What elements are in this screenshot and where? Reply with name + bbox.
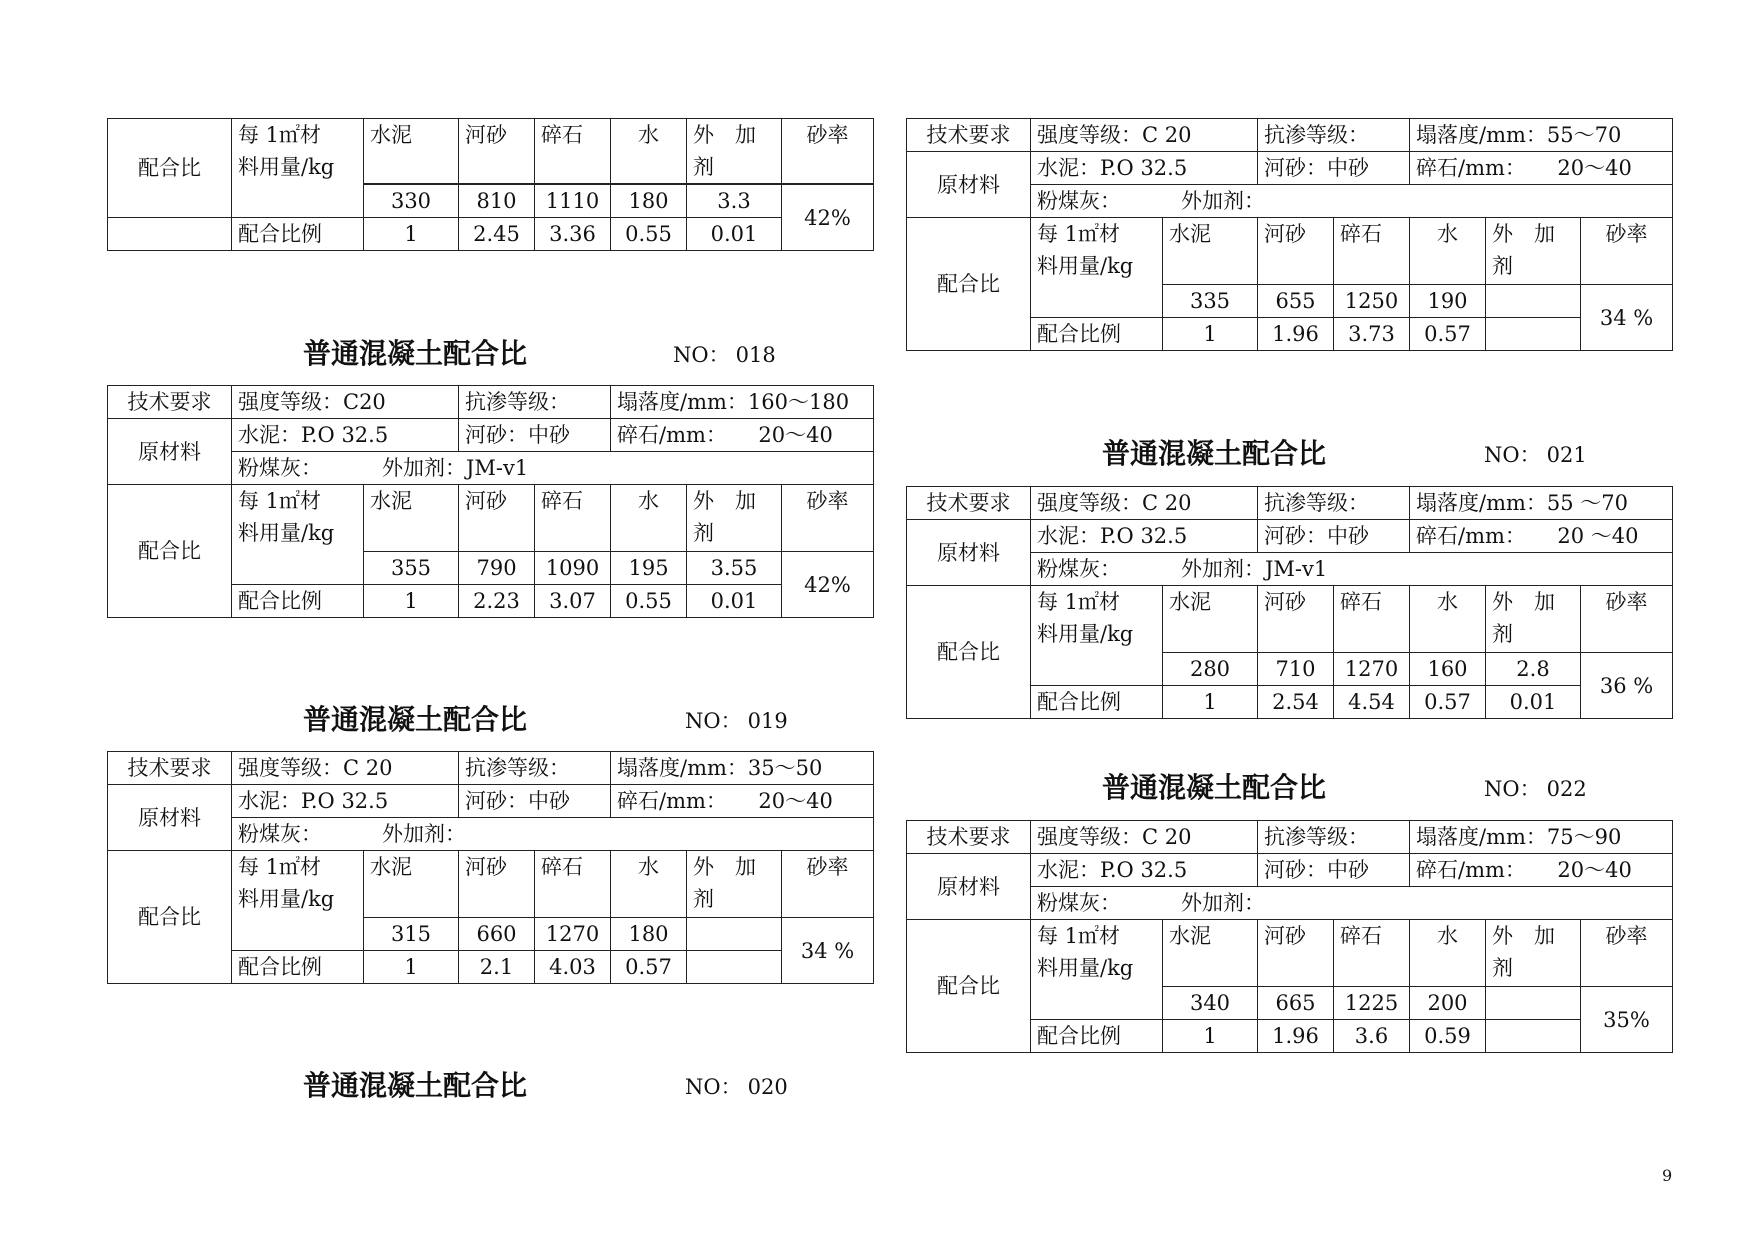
- fly-ash-admixture: 粉煤灰： 外加剂：: [1031, 887, 1673, 920]
- gravel-header: 碎石: [1334, 218, 1410, 285]
- sand-rate-header: 砂率: [782, 119, 874, 184]
- fly-ash-admixture: 粉煤灰： 外加剂：JM-v1: [232, 452, 874, 485]
- material-amount-label: 每 1㎡材 料用量/kg: [1031, 920, 1163, 1020]
- sand-rate-value: 42%: [782, 185, 874, 251]
- strength-grade: 强度等级：C 20: [232, 752, 459, 785]
- card-title-row: [107, 1066, 873, 1106]
- cement-header: 水泥: [364, 119, 459, 184]
- cement-type: 水泥：P.O 32.5: [1031, 854, 1258, 887]
- material-amount-label: 每 1㎡材 料用量/kg: [232, 485, 364, 585]
- tech-label: 技术要求: [108, 752, 232, 785]
- amount-water: 180: [611, 185, 687, 218]
- amount-water: 190: [1410, 285, 1486, 318]
- ratio-cement: 1: [1163, 318, 1258, 351]
- amount-gravel: 1250: [1334, 285, 1410, 318]
- admixture-header: 外 加 剂: [687, 119, 782, 184]
- material-amount-label: 每 1㎡材 料用量/kg: [232, 119, 364, 218]
- cement-type: 水泥：P.O 32.5: [232, 419, 459, 452]
- ratio-admixture: [1486, 318, 1581, 351]
- card-title: 普通混凝土配合比: [303, 703, 528, 736]
- raw-material-label: 原材料: [108, 785, 232, 851]
- ratio-sand: 2.54: [1258, 686, 1334, 719]
- sand-rate-value: 34 %: [1581, 285, 1673, 351]
- amount-cement: 335: [1163, 285, 1258, 318]
- sand-rate-header: 砂率: [782, 851, 874, 918]
- ratio-gravel: 3.6: [1334, 1020, 1410, 1053]
- admixture-header: 外 加 剂: [687, 485, 782, 552]
- river-sand-header: 河砂: [1258, 586, 1334, 653]
- amount-admixture: [1486, 285, 1581, 318]
- amount-gravel: 1090: [535, 552, 611, 585]
- mix-table-021: [906, 486, 1673, 719]
- ratio-water: 0.57: [611, 951, 687, 984]
- mix-label: 配合比: [907, 586, 1031, 719]
- raw-material-label: 原材料: [907, 152, 1031, 218]
- card-number: NO： 022: [1484, 777, 1587, 801]
- tech-label: 技术要求: [907, 119, 1031, 152]
- mix-ratio-label: 配合比例: [1031, 686, 1163, 719]
- sand-type: 河砂：中砂: [459, 419, 611, 452]
- mix-table-019: [107, 751, 874, 984]
- sand-rate-header: 砂率: [1581, 586, 1673, 653]
- gravel-size: 碎石/mm： 20～40: [611, 785, 874, 818]
- material-amount-label: 每 1㎡材 料用量/kg: [1031, 586, 1163, 686]
- fly-ash-admixture: 粉煤灰： 外加剂：JM-v1: [1031, 553, 1673, 586]
- sand-rate-value: 35%: [1581, 987, 1673, 1053]
- water-header: 水: [1410, 920, 1486, 987]
- strength-grade: 强度等级：C 20: [1031, 821, 1258, 854]
- gravel-header: 碎石: [535, 485, 611, 552]
- tech-label: 技术要求: [907, 821, 1031, 854]
- card-title-row: [906, 434, 1672, 474]
- card-number: NO： 018: [673, 343, 776, 367]
- ratio-sand: 2.1: [459, 951, 535, 984]
- gravel-header: 碎石: [535, 119, 611, 184]
- river-sand-header: 河砂: [459, 485, 535, 552]
- water-header: 水: [611, 485, 687, 552]
- cement-type: 水泥：P.O 32.5: [1031, 152, 1258, 185]
- amount-water: 180: [611, 918, 687, 951]
- sand-rate-header: 砂率: [1581, 920, 1673, 987]
- amount-sand: 790: [459, 552, 535, 585]
- amount-water: 200: [1410, 987, 1486, 1020]
- cement-header: 水泥: [364, 485, 459, 552]
- cement-header: 水泥: [364, 851, 459, 918]
- amount-admixture: [687, 918, 782, 951]
- ratio-gravel: 4.54: [1334, 686, 1410, 719]
- ratio-admixture: [1486, 1020, 1581, 1053]
- raw-material-label: 原材料: [907, 854, 1031, 920]
- amount-gravel: 1270: [535, 918, 611, 951]
- ratio-gravel: 4.03: [535, 951, 611, 984]
- impermeability-grade: 抗渗等级：: [1258, 821, 1410, 854]
- card-title: 普通混凝土配合比: [303, 1069, 528, 1102]
- ratio-water: 0.57: [1410, 318, 1486, 351]
- water-header: 水: [611, 119, 687, 184]
- amount-admixture: 3.55: [687, 552, 782, 585]
- gravel-header: 碎石: [1334, 586, 1410, 653]
- ratio-water: 0.55: [611, 218, 687, 251]
- amount-sand: 810: [459, 185, 535, 218]
- slump: 塌落度/mm：75～90: [1410, 821, 1673, 854]
- mix-label: 配合比: [907, 920, 1031, 1053]
- admixture-header: 外 加 剂: [687, 851, 782, 918]
- gravel-size: 碎石/mm： 20～40: [1410, 854, 1673, 887]
- impermeability-grade: 抗渗等级：: [1258, 119, 1410, 152]
- sand-rate-header: 砂率: [1581, 218, 1673, 285]
- mix-table-020: [906, 118, 1673, 351]
- amount-sand: 710: [1258, 653, 1334, 686]
- sand-rate-value: 42%: [782, 552, 874, 618]
- card-number: NO： 020: [685, 1075, 788, 1099]
- ratio-sand: 1.96: [1258, 318, 1334, 351]
- amount-water: 195: [611, 552, 687, 585]
- ratio-admixture: 0.01: [687, 218, 782, 251]
- ratio-admixture: 0.01: [1486, 686, 1581, 719]
- water-header: 水: [611, 851, 687, 918]
- card-number: NO： 019: [685, 709, 788, 733]
- impermeability-grade: 抗渗等级：: [459, 386, 611, 419]
- sand-rate-value: 34 %: [782, 918, 874, 984]
- mix-label: 配合比: [108, 851, 232, 984]
- river-sand-header: 河砂: [1258, 218, 1334, 285]
- card-title-row: [107, 334, 873, 374]
- admixture-header: 外 加 剂: [1486, 586, 1581, 653]
- strength-grade: 强度等级：C20: [232, 386, 459, 419]
- sand-rate-value: 36 %: [1581, 653, 1673, 719]
- fly-ash-admixture: 粉煤灰： 外加剂：: [232, 818, 874, 851]
- mix-label: 配合比: [108, 485, 232, 618]
- admixture-header: 外 加 剂: [1486, 920, 1581, 987]
- amount-water: 160: [1410, 653, 1486, 686]
- mix-label: 配合比: [108, 119, 232, 218]
- card-title: 普通混凝土配合比: [1102, 771, 1327, 804]
- amount-cement: 280: [1163, 653, 1258, 686]
- ratio-cement: 1: [364, 951, 459, 984]
- ratio-cement: 1: [364, 585, 459, 618]
- amount-gravel: 1270: [1334, 653, 1410, 686]
- mix-ratio-label: 配合比例: [1031, 318, 1163, 351]
- ratio-cement: 1: [1163, 686, 1258, 719]
- mix-label: 配合比: [907, 218, 1031, 351]
- ratio-cement: 1: [1163, 1020, 1258, 1053]
- ratio-gravel: 3.36: [535, 218, 611, 251]
- amount-sand: 665: [1258, 987, 1334, 1020]
- impermeability-grade: 抗渗等级：: [459, 752, 611, 785]
- amount-gravel: 1110: [535, 185, 611, 218]
- amount-admixture: 3.3: [687, 185, 782, 218]
- amount-cement: 355: [364, 552, 459, 585]
- card-number: NO： 021: [1484, 443, 1587, 467]
- gravel-header: 碎石: [1334, 920, 1410, 987]
- tech-label: 技术要求: [108, 386, 232, 419]
- ratio-sand: 2.23: [459, 585, 535, 618]
- fly-ash-admixture: 粉煤灰： 外加剂：: [1031, 185, 1673, 218]
- amount-cement: 340: [1163, 987, 1258, 1020]
- mix-ratio-label: 配合比例: [232, 218, 364, 251]
- slump: 塌落度/mm：55～70: [1410, 119, 1673, 152]
- ratio-gravel: 3.07: [535, 585, 611, 618]
- gravel-header: 碎石: [535, 851, 611, 918]
- raw-material-label: 原材料: [907, 520, 1031, 586]
- mix-ratio-label: 配合比例: [232, 585, 364, 618]
- river-sand-header: 河砂: [1258, 920, 1334, 987]
- ratio-admixture: [687, 951, 782, 984]
- impermeability-grade: 抗渗等级：: [1258, 487, 1410, 520]
- cement-header: 水泥: [1163, 218, 1258, 285]
- mix-table-022: [906, 820, 1673, 1053]
- amount-sand: 655: [1258, 285, 1334, 318]
- river-sand-header: 河砂: [459, 119, 535, 184]
- gravel-size: 碎石/mm： 20～40: [1410, 152, 1673, 185]
- card-title-row: [107, 700, 873, 740]
- amount-cement: 330: [364, 185, 459, 218]
- slump: 塌落度/mm：160～180: [611, 386, 874, 419]
- material-amount-label: 每 1㎡材 料用量/kg: [1031, 218, 1163, 318]
- mix-table-018: [107, 385, 874, 618]
- sand-type: 河砂：中砂: [1258, 152, 1410, 185]
- sand-rate-header: 砂率: [782, 485, 874, 552]
- ratio-gravel: 3.73: [1334, 318, 1410, 351]
- ratio-water: 0.55: [611, 585, 687, 618]
- strength-grade: 强度等级：C 20: [1031, 487, 1258, 520]
- strength-grade: 强度等级：C 20: [1031, 119, 1258, 152]
- water-header: 水: [1410, 218, 1486, 285]
- amount-gravel: 1225: [1334, 987, 1410, 1020]
- sand-type: 河砂：中砂: [1258, 520, 1410, 553]
- ratio-admixture: 0.01: [687, 585, 782, 618]
- mix-table-partial-values: [107, 184, 874, 251]
- card-title: 普通混凝土配合比: [1102, 437, 1327, 470]
- river-sand-header: 河砂: [459, 851, 535, 918]
- amount-admixture: 2.8: [1486, 653, 1581, 686]
- raw-material-label: 原材料: [108, 419, 232, 485]
- cement-header: 水泥: [1163, 920, 1258, 987]
- admixture-header: 外 加 剂: [1486, 218, 1581, 285]
- gravel-size: 碎石/mm： 20 ～40: [1410, 520, 1673, 553]
- ratio-cement: 1: [364, 218, 459, 251]
- cement-type: 水泥：P.O 32.5: [1031, 520, 1258, 553]
- amount-cement: 315: [364, 918, 459, 951]
- mix-ratio-label: 配合比例: [1031, 1020, 1163, 1053]
- ratio-sand: 1.96: [1258, 1020, 1334, 1053]
- material-amount-label: 每 1㎡材 料用量/kg: [232, 851, 364, 951]
- slump: 塌落度/mm：55 ～70: [1410, 487, 1673, 520]
- slump: 塌落度/mm：35～50: [611, 752, 874, 785]
- gravel-size: 碎石/mm： 20～40: [611, 419, 874, 452]
- sand-type: 河砂：中砂: [459, 785, 611, 818]
- mix-ratio-label: 配合比例: [232, 951, 364, 984]
- cement-type: 水泥：P.O 32.5: [232, 785, 459, 818]
- tech-label: 技术要求: [907, 487, 1031, 520]
- ratio-water: 0.59: [1410, 1020, 1486, 1053]
- amount-sand: 660: [459, 918, 535, 951]
- sand-type: 河砂：中砂: [1258, 854, 1410, 887]
- card-title-row: [906, 768, 1672, 808]
- amount-admixture: [1486, 987, 1581, 1020]
- page-number: 9: [1662, 1166, 1673, 1185]
- cement-header: 水泥: [1163, 586, 1258, 653]
- ratio-sand: 2.45: [459, 218, 535, 251]
- card-title: 普通混凝土配合比: [303, 337, 528, 370]
- water-header: 水: [1410, 586, 1486, 653]
- ratio-water: 0.57: [1410, 686, 1486, 719]
